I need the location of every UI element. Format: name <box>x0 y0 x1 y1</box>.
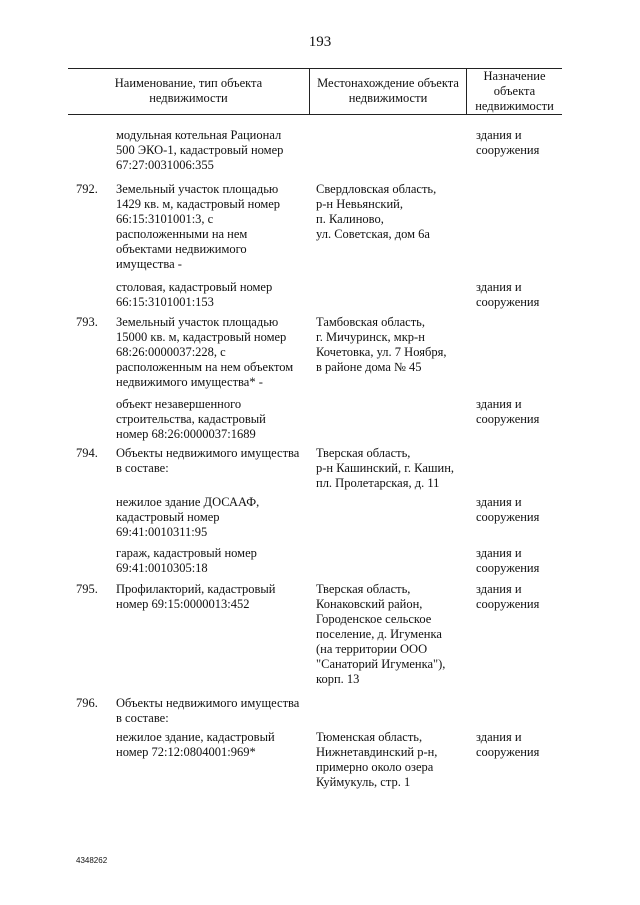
entry-purpose: здания и сооружения <box>476 546 540 575</box>
entry-name: нежилое здание, кадастровый номер 72:12:0804001:969* <box>116 730 275 759</box>
entry-name: столовая, кадастровый номер 66:15:3101001:153 <box>116 280 273 309</box>
entry-purpose: здания и сооружения <box>476 730 540 759</box>
entry-purpose: здания и сооружения <box>476 280 540 309</box>
table-header-bottom-rule <box>68 114 562 115</box>
page-number: 193 <box>308 34 332 50</box>
entry-name: Объекты недвижимого имущества в составе: <box>116 446 300 475</box>
entry-number: 794. <box>76 446 98 460</box>
entry-number: 792. <box>76 182 98 196</box>
entry-name: Профилакторий, кадастровый номер 69:15:0000013:452 <box>116 582 276 611</box>
entry-purpose: здания и сооружения <box>476 128 540 157</box>
entry-purpose: здания и сооружения <box>476 397 540 426</box>
entry-name: объект незавершенного строительства, кадастровый номер 68:26:0000037:1689 <box>116 397 266 441</box>
footer-document-code: 4348262 <box>76 856 108 865</box>
entry-name: Земельный участок площадью 15000 кв. м, кадастровый номер 68:26:0000037:228, с расположенным на нем объектом недвижимого имущества* - <box>116 315 294 389</box>
header-location: Местонахождение объекта недвижимости <box>317 76 459 105</box>
entry-location: Тверская область, р-н Кашинский, г. Кашин, пл. Пролетарская, д. 11 <box>316 446 455 490</box>
entry-name: модульная котельная Рационал 500 ЭКО-1, кадастровый номер 67:27:0031006:355 <box>116 128 284 172</box>
entry-purpose: здания и сооружения <box>476 495 540 524</box>
entry-name: Земельный участок площадью 1429 кв. м, кадастровый номер 66:15:3101001:3, с расположенными на нем объектами недвижимого имущества - <box>116 182 281 271</box>
entry-number: 793. <box>76 315 98 329</box>
entry-purpose: здания и сооружения <box>476 582 540 611</box>
entry-number: 796. <box>76 696 98 710</box>
header-purpose: Назначение объекта недвижимости <box>475 68 554 113</box>
entry-location: Свердловская область, р-н Невьянский, п. Калиново, ул. Советская, дом 6а <box>316 182 437 241</box>
header-name: Наименование, тип объекта недвижимости <box>114 76 263 105</box>
entry-number: 795. <box>76 582 98 596</box>
entry-name: гараж, кадастровый номер 69:41:0010305:18 <box>116 546 257 575</box>
entry-location: Тверская область, Конаковский район, Городенское сельское поселение, д. Игуменка (на территории ООО "Санаторий Игуменка"), корп. 13 <box>316 582 446 686</box>
entry-name: нежилое здание ДОСААФ, кадастровый номер 69:41:0010311:95 <box>116 495 260 539</box>
entry-location: Тюменская область, Нижнетавдинский р-н, примерно около озера Куймукуль, стр. 1 <box>316 730 438 789</box>
entry-name: Объекты недвижимого имущества в составе: <box>116 696 300 725</box>
entry-location: Тамбовская область, г. Мичуринск, мкр-н Кочетовка, ул. 7 Ноября, в районе дома № 45 <box>316 315 447 374</box>
